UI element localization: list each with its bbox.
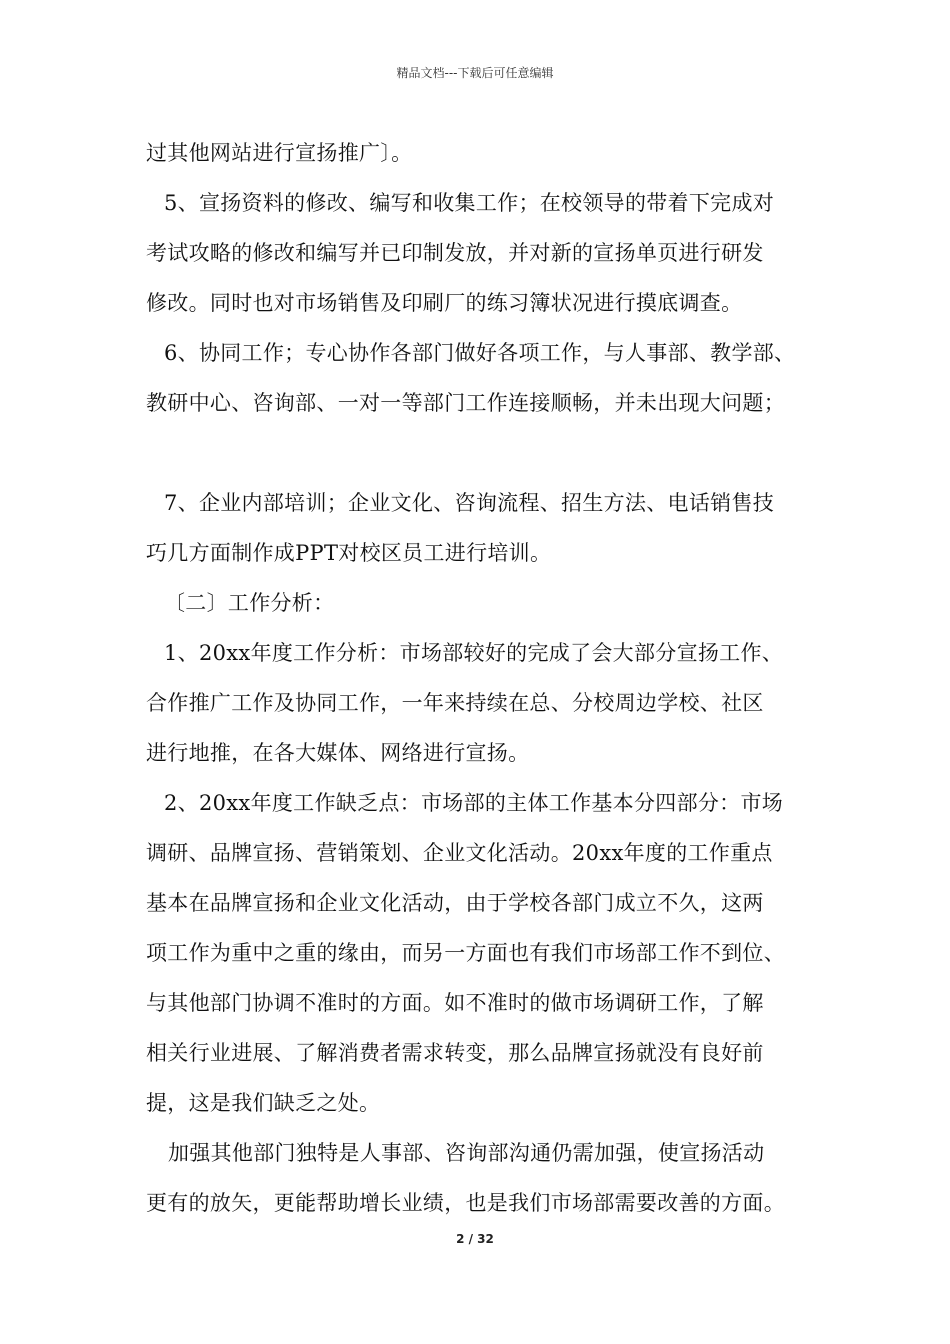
paragraph-line: 合作推广工作及协同工作，一年来持续在总、分校周边学校、社区 — [146, 691, 764, 715]
paragraph-line: 与其他部门协调不准时的方面。如不准时的做市场调研工作，了解 — [146, 991, 764, 1015]
paragraph-line: 巧几方面制作成PPT对校区员工进行培训。 — [146, 541, 552, 565]
paragraph-line: 基本在品牌宣扬和企业文化活动，由于学校各部门成立不久，这两 — [146, 891, 764, 915]
document-body — [146, 128, 826, 1228]
page-number: 2 / 32 — [456, 1232, 494, 1246]
paragraph-line: 2、20xx年度工作缺乏点：市场部的主体工作基本分四部分：市场 — [164, 791, 784, 815]
blank-line — [146, 428, 826, 478]
paragraph-line: 5、宣扬资料的修改、编写和收集工作；在校领导的带着下完成对 — [164, 191, 775, 215]
paragraph-line: 加强其他部门独特是人事部、咨询部沟通仍需加强，使宣扬活动 — [168, 1141, 765, 1165]
paragraph-line: 考试攻略的修改和编写并已印制发放，并对新的宣扬单页进行研发 — [146, 241, 764, 265]
paragraph-line: 7、企业内部培训；企业文化、咨询流程、招生方法、电话销售技 — [164, 491, 775, 515]
paragraph-line: 更有的放矢，更能帮助增长业绩，也是我们市场部需要改善的方面。 — [146, 1191, 785, 1215]
section-heading: 〔二〕工作分析： — [164, 591, 335, 615]
paragraph-line: 调研、品牌宣扬、营销策划、企业文化活动。20xx年度的工作重点 — [146, 841, 773, 865]
paragraph-line: 1、20xx年度工作分析：市场部较好的完成了会大部分宣扬工作、 — [164, 641, 784, 665]
paragraph-line: 相关行业进展、了解消费者需求转变，那么品牌宣扬就没有良好前 — [146, 1041, 764, 1065]
paragraph-line: 修改。同时也对市场销售及印刷厂的练习簿状况进行摸底调查。 — [146, 291, 743, 315]
paragraph-line: 项工作为重中之重的缘由，而另一方面也有我们市场部工作不到位、 — [146, 941, 785, 965]
page-header: 精品文档---下载后可任意编辑 — [396, 66, 554, 80]
paragraph-line: 提，这是我们缺乏之处。 — [146, 1091, 381, 1115]
paragraph-line: 过其他网站进行宣扬推广〕。 — [146, 141, 413, 165]
paragraph-line: 进行地推，在各大媒体、网络进行宣扬。 — [146, 741, 530, 765]
paragraph-line: 教研中心、咨询部、一对一等部门工作连接顺畅，并未出现大问题； — [146, 391, 785, 415]
paragraph-line: 6、协同工作；专心协作各部门做好各项工作，与人事部、教学部、 — [164, 341, 796, 365]
